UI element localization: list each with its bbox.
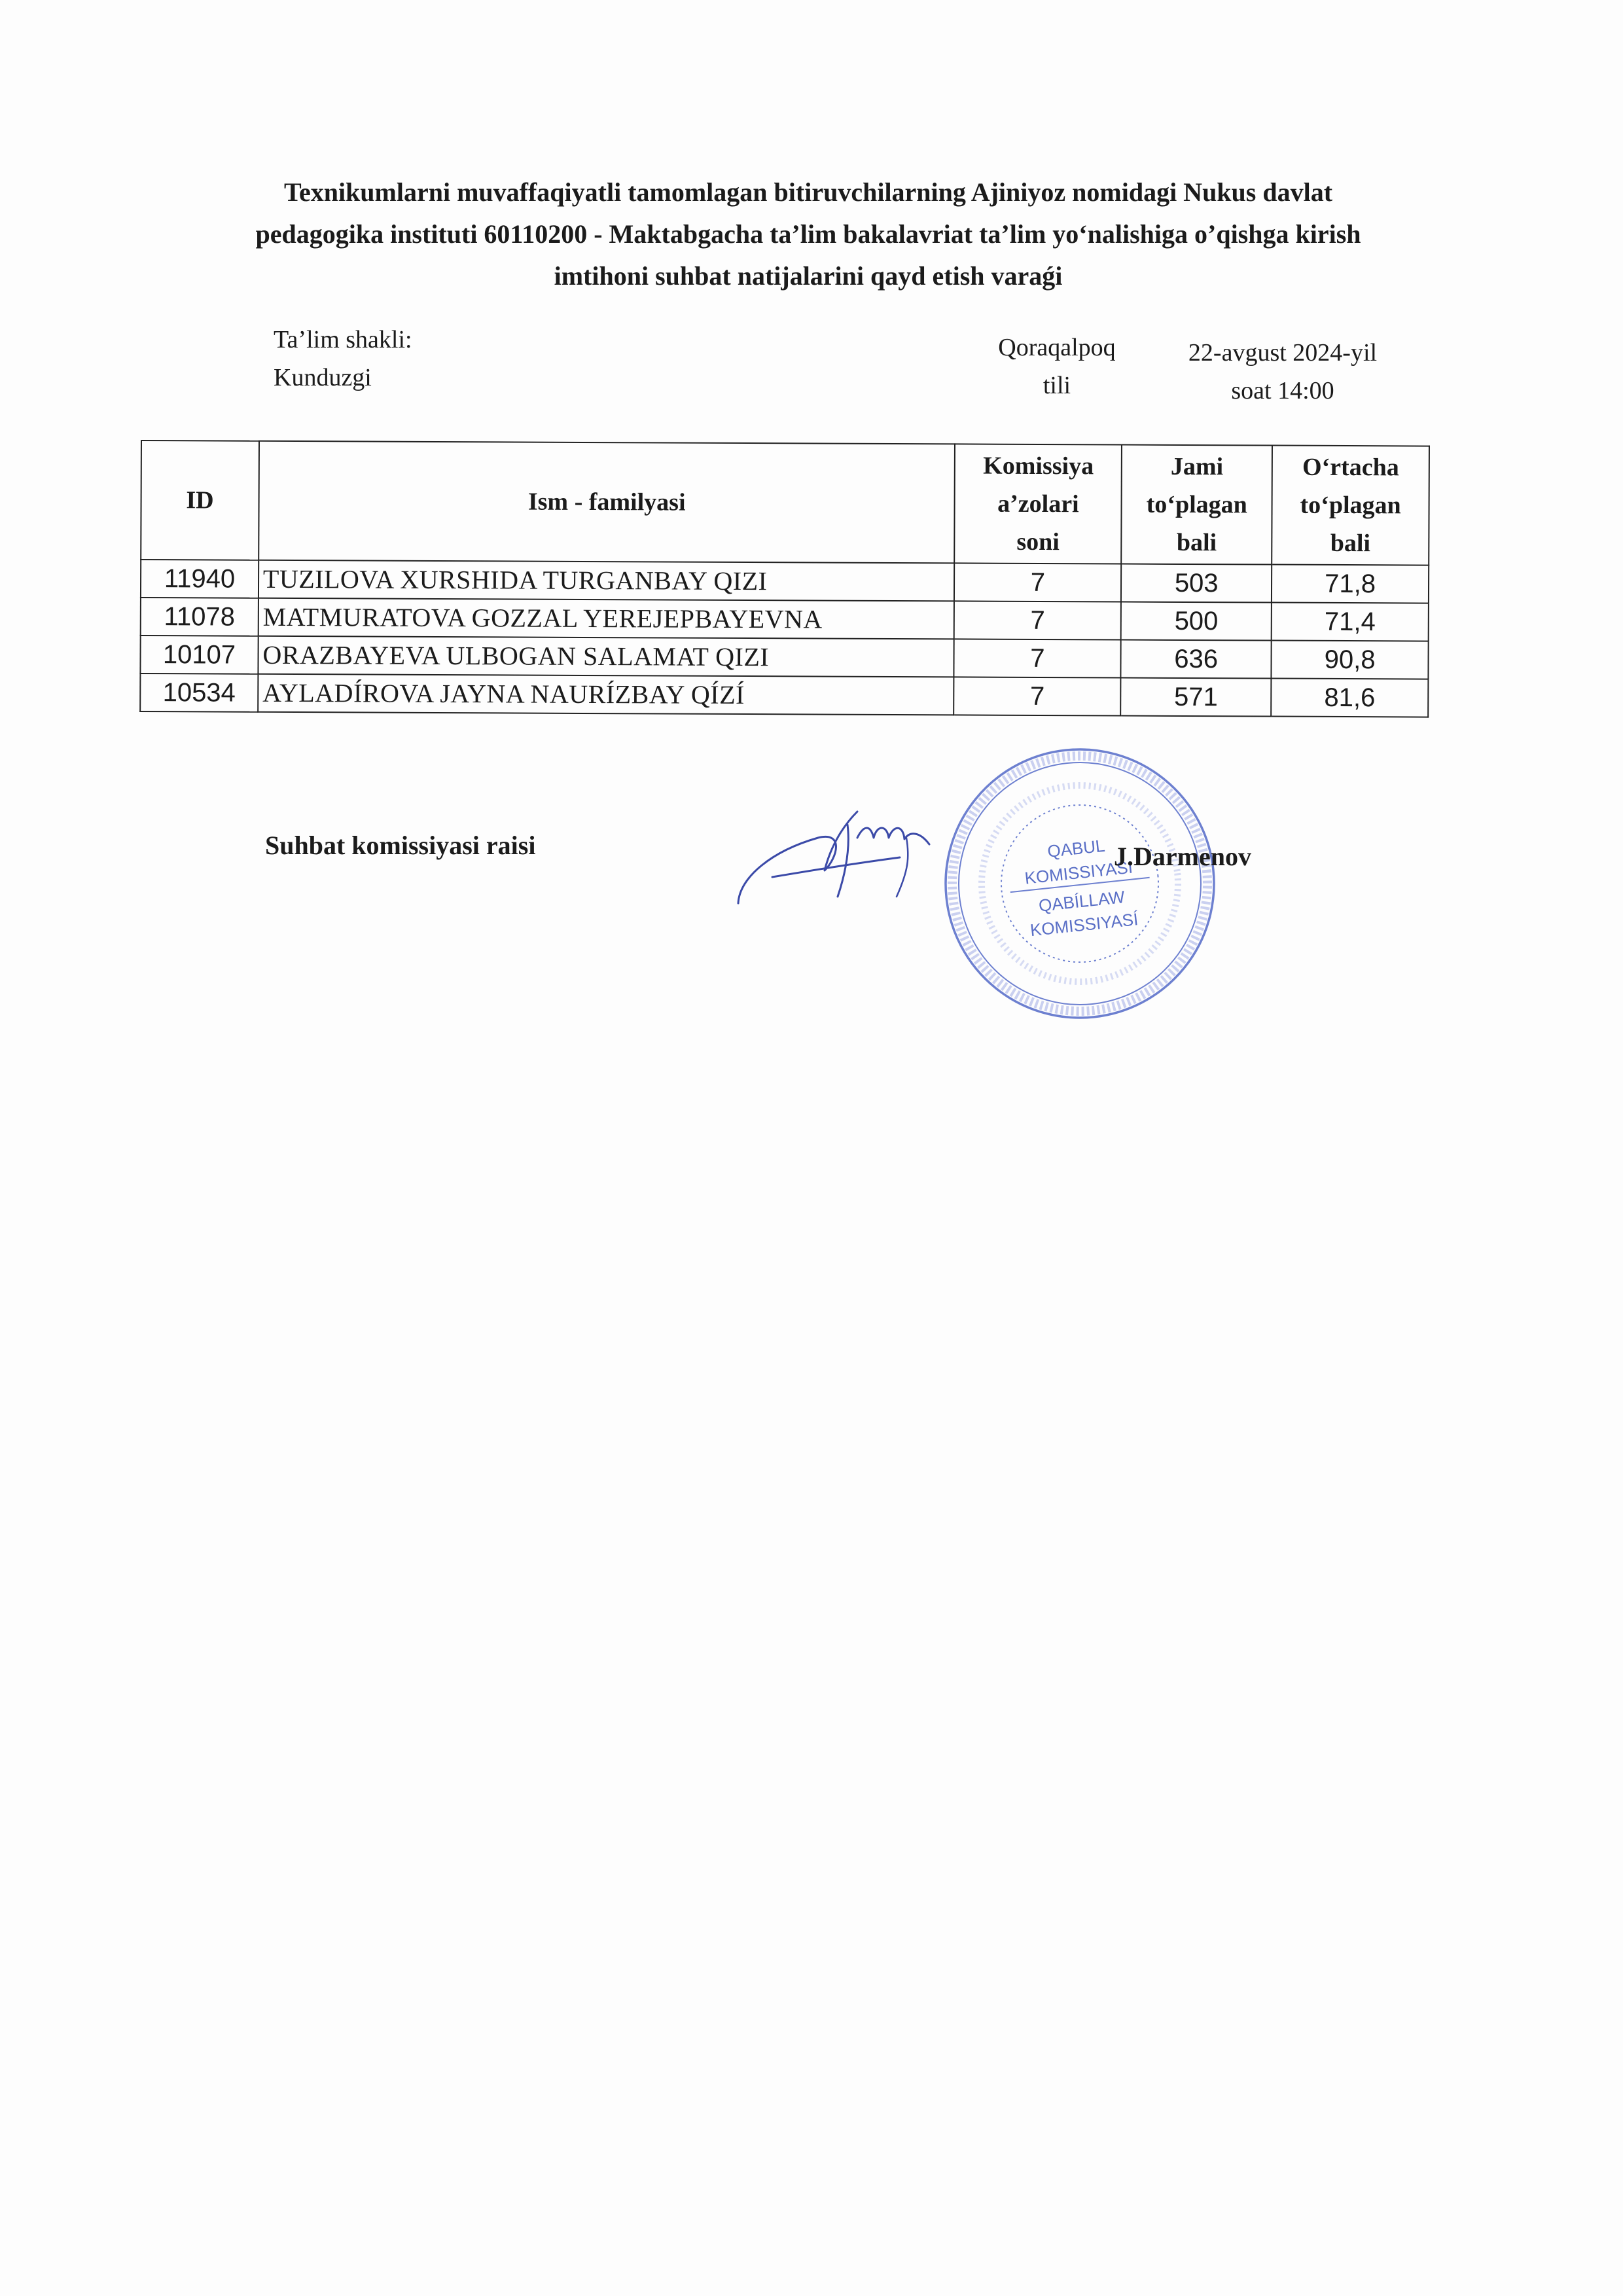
header-average-line: to‘plagan (1300, 491, 1401, 520)
stamp-line-4: KOMISSIYASÍ (1029, 909, 1139, 941)
cell-members: 7 (954, 563, 1121, 601)
exam-time: soat 14:00 (1231, 377, 1334, 404)
cell-id: 10107 (140, 636, 258, 674)
signature-label: Suhbat komissiyasi raisi (265, 831, 536, 860)
cell-name: AYLADÍROVA JAYNA NAURÍZBAY QÍZÍ (258, 674, 954, 715)
exam-datetime (1158, 334, 1407, 410)
header-members-line: a’zolari (997, 490, 1079, 518)
header-total (1121, 445, 1272, 565)
cell-total: 636 (1121, 640, 1272, 679)
stamp-line-3: QABÍLLAW (1037, 887, 1126, 916)
cell-total: 500 (1121, 602, 1272, 641)
education-form-label: Ta’lim shakli: (274, 326, 412, 353)
document-title (151, 171, 1466, 297)
cell-total: 571 (1120, 678, 1271, 717)
cell-average: 71,4 (1272, 603, 1429, 641)
cell-average: 90,8 (1272, 641, 1429, 679)
table-row (140, 673, 1428, 717)
cell-id: 11940 (141, 560, 259, 598)
header-name: Ism - familyasi (259, 441, 955, 564)
language (975, 329, 1139, 404)
exam-date: 22-avgust 2024-yil (1188, 339, 1378, 367)
title-line-2: pedagogika instituti 60110200 - Maktabgacha ta’lim bakalavriat ta’lim yo‘nalishiga o’qishga kirish (255, 219, 1361, 249)
header-members-line: Komissiya (983, 452, 1094, 480)
cell-name: TUZILOVA XURSHIDA TURGANBAY QIZI (259, 560, 955, 601)
table-row (141, 598, 1429, 641)
stamp-line-2: KOMISSIYASI (1024, 857, 1134, 888)
signatory-name: J.Darmenov (1114, 842, 1251, 871)
table-row (141, 560, 1429, 603)
table-header-row (141, 440, 1429, 565)
header-average (1272, 446, 1429, 565)
cell-name: ORAZBAYEVA ULBOGAN SALAMAT QIZI (258, 636, 954, 677)
cell-members: 7 (954, 601, 1121, 639)
cell-average: 71,8 (1272, 565, 1429, 603)
education-form (274, 321, 412, 397)
title-line-1: Texnikumlarni muvaffaqiyatli tamomlagan bitiruvchilarning Ajiniyoz nomidagi Nukus davlat (283, 177, 1333, 207)
cell-members: 7 (954, 639, 1121, 677)
header-average-line: bali (1330, 529, 1371, 558)
header-total-line: Jami (1170, 452, 1224, 481)
cell-total: 503 (1121, 564, 1272, 603)
education-form-value: Kunduzgi (274, 364, 372, 391)
header-total-line: to‘plagan (1146, 490, 1247, 519)
handwritten-signature (733, 798, 942, 910)
table-row (140, 636, 1428, 679)
official-stamp (933, 733, 1227, 1034)
cell-name: MATMURATOVA GOZZAL YEREJEPBAYEVNA (259, 598, 955, 639)
header-members-line: soni (1016, 528, 1060, 556)
header-total-line: bali (1176, 528, 1217, 557)
header-id: ID (141, 440, 259, 560)
header-members (955, 444, 1122, 564)
language-suffix: tili (1043, 372, 1071, 399)
stamp-line-1: QABUL (1046, 835, 1106, 861)
title-line-3: imtihoni suhbat natijalarini qayd etish varaǵi (554, 261, 1063, 291)
cell-members: 7 (954, 677, 1121, 715)
header-average-line: O‘rtacha (1302, 453, 1399, 482)
results-table (139, 440, 1430, 718)
cell-id: 11078 (141, 598, 259, 636)
language-name: Qoraqalpoq (998, 334, 1116, 361)
cell-average: 81,6 (1271, 679, 1428, 717)
cell-id: 10534 (140, 673, 258, 712)
